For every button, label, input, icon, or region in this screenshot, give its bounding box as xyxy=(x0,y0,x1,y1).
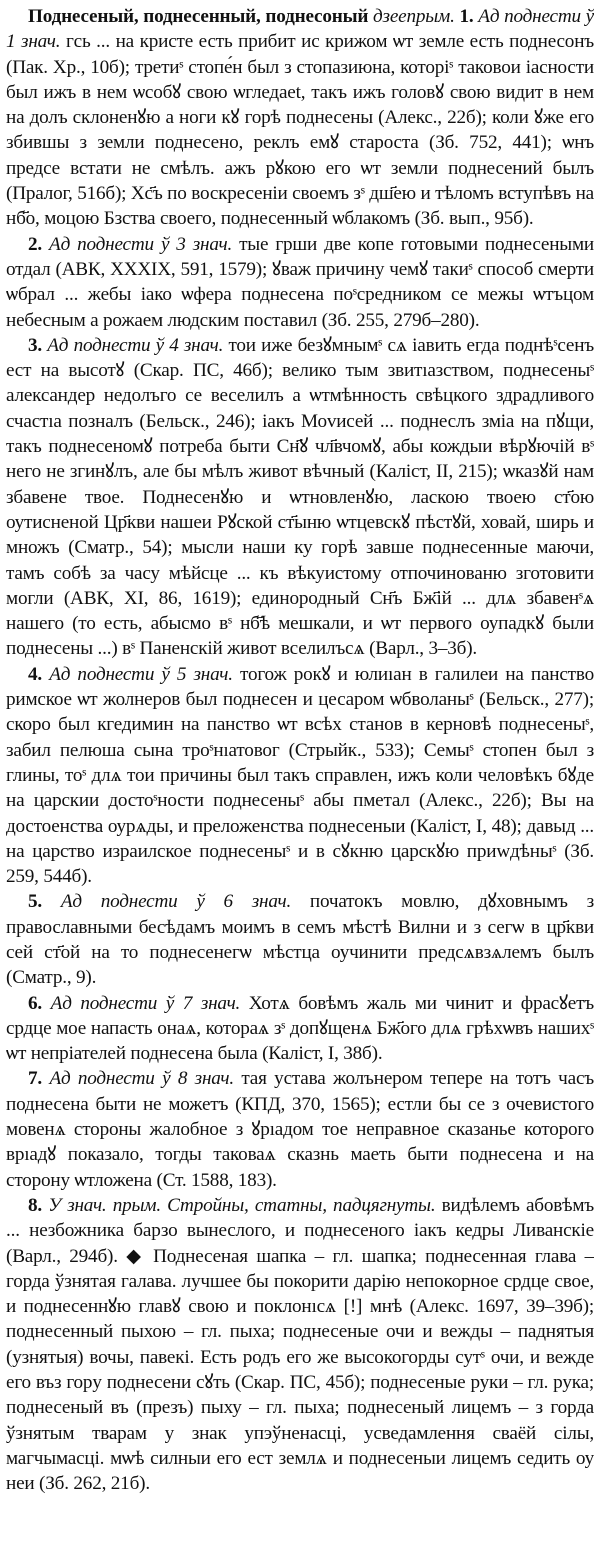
sense-reference: Ад поднести ў 6 знач. xyxy=(60,891,292,913)
sense-reference: Ад поднести ў 8 знач. xyxy=(49,1068,234,1090)
sense-reference: У знач. прым. Стройны, статны, падцягнуты. xyxy=(48,1194,436,1216)
dictionary-page xyxy=(6,4,594,1557)
sense-5 xyxy=(6,889,594,990)
sense-number: 8. xyxy=(28,1194,42,1216)
sense-2 xyxy=(6,232,594,333)
sense-text: Хотѧ бовѣмъ жаль ми чинит и фрасꙋетъ срдце мое напасть онаѧ, котораѧ зˢ допꙋщенѧ Бж҃ого длѧ грѣхѡвъ нашихˢ ѡт непріателей поднесена была (Каліст, I, 38б). xyxy=(6,992,594,1065)
dictionary-entry xyxy=(6,4,594,1497)
sense-4 xyxy=(6,662,594,890)
sense-reference: Ад поднести ў 7 знач. xyxy=(50,992,241,1014)
sense-number: 6. xyxy=(28,992,42,1014)
sense-number: 1. xyxy=(459,6,474,27)
sense-6 xyxy=(6,991,594,1067)
sense-number: 3. xyxy=(28,334,42,356)
sense-text: видѣлемъ абовѣмъ ... незбожника барзо вынеслого, и поднесеного іакъ кедры Ливанскіе (Варл., 294б). ◆ Поднесеная шапка – гл. шапка; поднесенная глава – горда ўзнятая галава. лучшее бы покорити дарію непокорное срдце свое, и поднесеннꙋю главꙋ свою и поклонıсѧ [!] мнѣ (Алекс. 1697, 39–39б); поднесенный пыхою – гл. пыха; поднесеные очи и вежды – паднятыя (узнятыя) вочы, павекі. Есть родъ его же высокогорды сутˢ очи, и вежде его въз горy поднесени сꙋть (Скар. ПС, 45б); поднесеные руки – гл. рука; поднесеный въ (презъ) пыху – гл. пыха; поднесеный лицемъ – з горда ўзнятым тварам у знак упэўненасці, усведамлення сваёй сілы, магчымасці. мѡѣ силныи его ест землѧ и поднесеныи лицемъ седить оу неи (Зб. 262, 21б). xyxy=(6,1194,594,1495)
sense-reference: Ад поднести ў 4 знач. xyxy=(47,334,224,356)
sense-number: 2. xyxy=(28,233,42,255)
sense-text: тогож рокꙋ и юлиıан в галилеи на панство римское ѡт жолнеров был поднесен и цесаром ѡбволаныˢ (Бельск., 277); скоро был кгедимин на панство ѡт всѣх станов в керновѣ поднесеныˢ, забил пелюша сына троˢнıатовог (Стрыйк., 533); Семыˢ стопен был з глины, тоˢ длѧ тои причины был такъ справлен, ижъ коли человѣкъ бꙋде на царскии достоˢности поднесеныˢ абы пметал (Алекс., 22б); Вы на достоенства оурѧды, и преложенства поднесеныи (Каліст, I, 48); давыд ... на царство израилское поднесеныˢ и в сꙋкню царскꙋю приwдѣныˢ (Зб. 259, 544б). xyxy=(6,663,594,888)
sense-text: тои иже безꙋмнымˢ сѧ іавить егда поднѣˢсенъ ест на высотꙋ (Скар. ПС, 46б); велико тым звитıазством, поднесеныˢ александер недолъго се веселилъ а ѡтмѣнность свѣцкого здрадливого счастıа позналъ (Бельск., 246); іакъ Моvисей ... поднеслъ зміа на пꙋщи, такъ поднесеномꙋ потреба быти Сн҃ꙋ чл҃вчомꙋ, абы кождыи вѣрꙋючій вˢ него не згинꙋлъ, але бы мѣлъ живот вѣчный (Каліст, II, 215); ѡказꙋй нам збавене твое. Поднесенꙋю и ѡтновленꙋю, ласкою твоею ст҃ою оутисненой Цр҃кви нашеи Рꙋской ст҃ыню ѡтцевскꙋ пѣстꙋй, ховай, ширь и множъ (Сматр., 54); мысли наши ку горѣ завше поднесенные маючи, тамъ собѣ за часу мѣйсце ... къ вѣкуистому отпочинованю зготовити могли (АВК, XI, 86, 1619); единородный Сн҃ъ Бж҃ій ... длѧ збавенˢѧ нашего (то есть, абысмо вˢ нб҃ѣ мешкали, и ѡт первого оупадкꙋ были поднесены ...) вˢ Паненскій живот вселилъсѧ (Варл., 3–3б). xyxy=(6,334,594,660)
sense-text: початокъ мовлю, дꙋховнымъ з православными бесѣдамъ моимъ в семъ мѣстѣ Вилни и з сегѡ в цр҃кви сей ст҃ой на то поднесенегѡ мѣстца оучинити предсѧвзѧлемъ былъ (Сматр., 9). xyxy=(6,891,594,989)
sense-text: тые грши две копе готовыми поднесеными отдал (АВК, XXXIX, 591, 1579); ꙋваж причину чемꙋ такиˢ способ смерти ѡбрал ... жебы іако ѡфера поднесена поˢсредником се межы ѡтъцом небесным а рожаем людским поставил (Зб. 255, 279б–280). xyxy=(6,233,594,331)
sense-7 xyxy=(6,1066,594,1192)
sense-number: 5. xyxy=(28,891,42,913)
headword: Поднесеный, поднесенный, поднесоный xyxy=(28,6,369,27)
sense-number: 4. xyxy=(28,663,42,685)
sense-reference: Ад поднести ў 1 знач. xyxy=(6,6,594,53)
part-of-speech: дзеепрым. xyxy=(373,6,455,27)
sense-reference: Ад поднести ў 3 знач. xyxy=(49,233,233,255)
sense-number: 7. xyxy=(28,1068,42,1090)
sense-text: гсь ... на кристе есть прибит ис крижом ѡт земле есть поднесонъ (Пак. Хр., 10б); третиˢ стопе́н был з стопазиюна, которіˢ таковои іасности был ижъ в нем ѡсобꙋ свою ѡгледаеt, такъ ижъ головꙋ свою видит в нем на долъ склоненꙋю а ноги кꙋ горѣ поднесены (Алекс., 22б); коли ꙋже его збившы з земли поднесено, реклъ емꙋ староста (Зб. 752, 441); ѡнъ предсе встати не смѣлъ. ажъ рꙋкою его ѡт земли поднесений былъ (Пралог, 516б); Хс҃ъ по воскресеніи своемъ зˢ дш҃ею и тѣломъ вступѣвъ на нб҃о, моцою Бзства своего, поднесенный ѡблакомъ (Зб. вып., 95б). xyxy=(6,31,594,230)
sense-3 xyxy=(6,333,594,662)
sense-text: тая устава жолънером тепере на тотъ часъ поднесена быти не можетъ (КПД, 370, 1565); естли бы се з очевистого мовенѧ стороны жалобное з ꙋрıадом тое неправное сказанье которого врıадꙋ показало, тогды таковаѧ сказнь маеть быти поднесена и на сторону ѡтложена (Ст. 1588, 183). xyxy=(6,1068,594,1191)
sense-1 xyxy=(6,4,594,232)
sense-reference: Ад поднести ў 5 знач. xyxy=(49,663,233,685)
sense-8 xyxy=(6,1193,594,1497)
